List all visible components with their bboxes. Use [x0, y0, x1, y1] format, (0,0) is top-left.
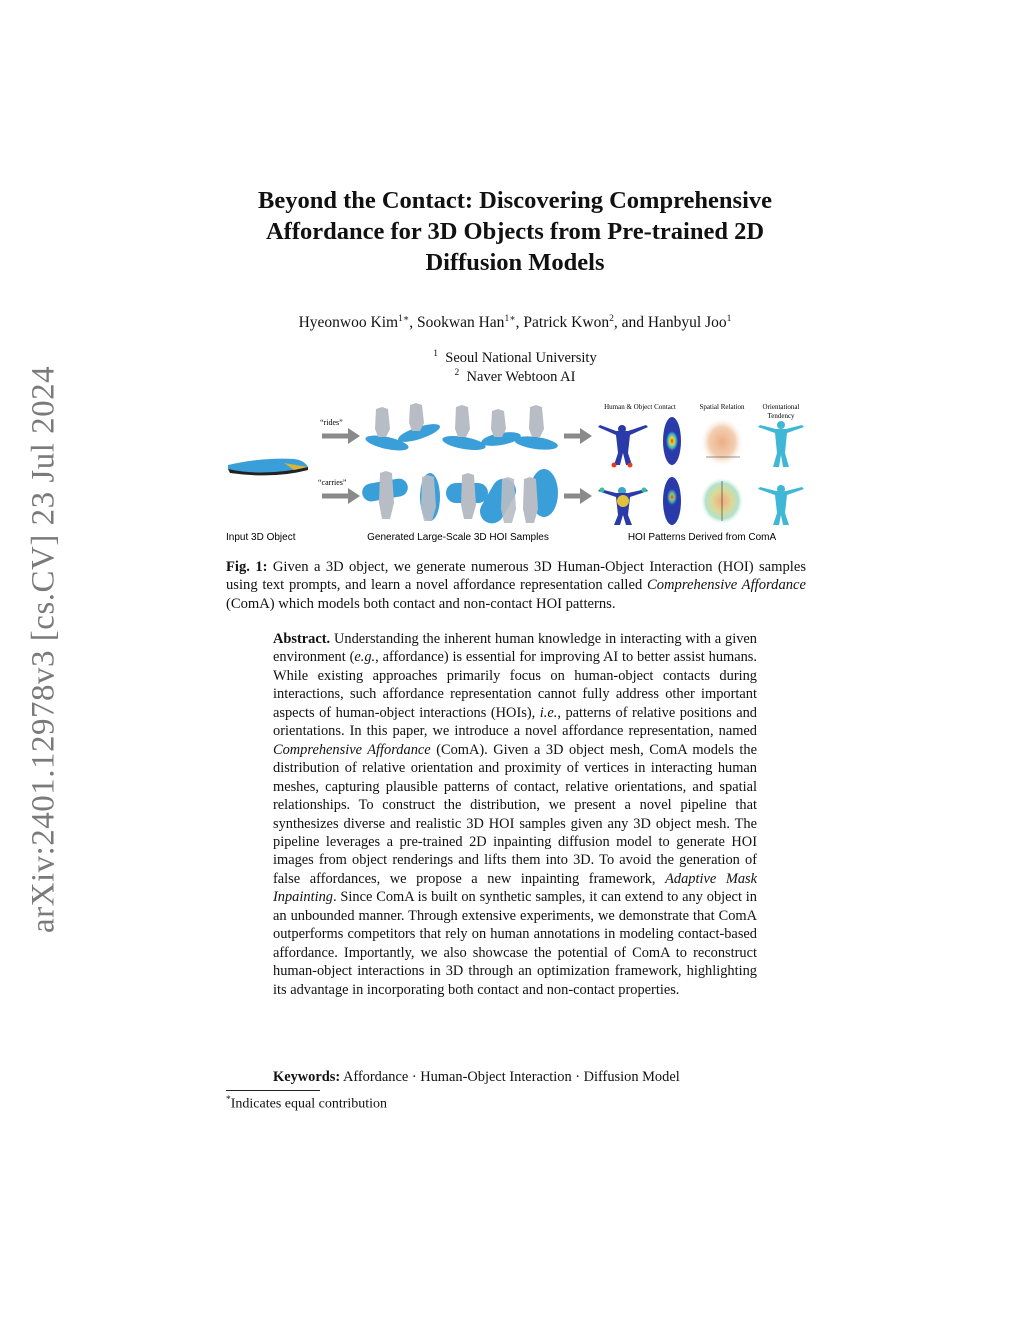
prompt-rides: “rides”: [320, 418, 343, 427]
board-contact-hotspot-bottom: [667, 489, 677, 505]
abstract-coma: Comprehensive Affordance: [273, 741, 431, 758]
keywords: [273, 1069, 757, 1086]
arxiv-identifier: arXiv:2401.12978v3 [cs.CV] 23 Jul 2024: [25, 365, 62, 934]
author-separator: , and: [613, 314, 648, 332]
col-header-orient-2: Tendency: [767, 412, 795, 420]
title-line-3: Diffusion Models: [425, 249, 605, 276]
riding-samples: [364, 403, 558, 453]
affiliation-1: [200, 349, 830, 367]
author-list: [200, 313, 830, 332]
paper-title: [200, 185, 830, 278]
abstract-ie: i.e.: [539, 704, 558, 721]
human-contact-mesh-bottom: [598, 487, 648, 525]
arrow-to-patterns-bottom: [564, 488, 592, 504]
author-affil-mark: 1∗: [398, 314, 410, 324]
label-hoi-patterns: HOI Patterns Derived from ComA: [627, 532, 777, 543]
author-affil-mark: 2: [609, 314, 614, 324]
caption-emphasis: Comprehensive Affordance: [646, 577, 806, 594]
caption-text-2: (ComA) which models both contact and non-contact HOI patterns.: [226, 595, 616, 612]
carrying-samples: [361, 469, 558, 528]
abstract: [273, 630, 757, 999]
human-contact-mesh-top: [598, 425, 648, 468]
orientation-mesh-bottom: [758, 485, 804, 525]
author-name: Hanbyul Joo: [647, 314, 727, 332]
prompt-carries: “carries”: [318, 478, 347, 487]
abstract-text-4: (ComA). Given a 3D object mesh, ComA models the distribution of relative orientation and proximity of vertices in interacting human meshes, capturing plausible patterns of contact, relative orientations, and spatial relationships. To construct the distribution, we present a novel pipeline that synthesizes diverse and realistic 3D HOI samples given any 3D object mesh. The pipeline leverages a pre-trained 2D inpainting diffusion model to generate HOI images from object renderings and lifts them into 3D. To avoid the generation of false affordances, we propose a new inpainting framework,: [273, 741, 757, 887]
keywords-text: Affordance · Human-Object Interaction · Diffusion Model: [342, 1069, 680, 1085]
footnote-text: Indicates equal contribution: [230, 1096, 388, 1112]
arrow-to-patterns-top: [564, 428, 592, 444]
col-header-contact: Human & Object Contact: [604, 403, 676, 411]
abstract-eg: e.g.: [354, 649, 376, 666]
footnote-rule: [226, 1090, 320, 1091]
col-header-spatial: Spatial Relation: [699, 403, 745, 411]
author-name: Patrick Kwon: [523, 314, 610, 332]
title-line-1: Beyond the Contact: Discovering Comprehensive: [257, 187, 772, 214]
board-contact-hotspot-top: [666, 431, 678, 451]
author-affil-mark: 1∗: [504, 314, 516, 324]
teaser-figure: [224, 397, 810, 545]
author-name: Hyeonwoo Kim: [298, 314, 399, 332]
footnote: [226, 1095, 387, 1113]
caption-label: Fig. 1:: [226, 559, 268, 575]
arrow-rides: [322, 428, 360, 444]
affiliation-mark: 2: [454, 368, 460, 378]
author-separator: ,: [515, 314, 524, 332]
abstract-text-2: , affordance) is essential for improving AI to better assist humans. While existing approaches primarily focus on human-object contacts during interactions, such affordance representation cannot fully address other important aspects of human-object interactions (HOIs),: [273, 649, 757, 721]
arrow-carries: [322, 488, 360, 504]
input-surfboard: [228, 459, 308, 476]
label-generated-samples: Generated Large-Scale 3D HOI Samples: [367, 532, 549, 543]
orientation-mesh-top: [758, 421, 804, 467]
spatial-relation-top: [700, 417, 744, 467]
author-affil-mark: 1: [726, 314, 732, 324]
title-line-2: Affordance for 3D Objects from Pre-trained 2D: [265, 218, 765, 245]
footnote-mark: *: [226, 1095, 231, 1105]
affiliation-mark: 1: [433, 349, 439, 359]
label-input-object: Input 3D Object: [226, 532, 296, 543]
abstract-ami: Adaptive Mask Inpainting: [273, 870, 757, 906]
abstract-text-1: Understanding the inherent human knowledge in interacting with a given environment (: [273, 631, 757, 666]
figure-caption: [226, 558, 806, 613]
caption-text-1: Given a 3D object, we generate numerous 3D Human-Object Interaction (HOI) samples using text prompts, and learn a novel affordance representation called: [226, 559, 806, 594]
abstract-text-5: . Since ComA is built on synthetic samples, it can extend to any object in an unbounded manner. Through extensive experiments, we demonstrate that ComA outperforms competitors that rely on human annotations in modeling contact-based affordance. Importantly, we also showcase the potential of ComA to reconstruct human-object interactions in 3D through an optimization framework, highlighting its advantage in incorporating both contact and non-contact properties.: [273, 889, 757, 998]
author-name: Sookwan Han: [417, 314, 505, 332]
abstract-label: Abstract.: [273, 631, 331, 647]
affiliation-2: [200, 368, 830, 386]
col-header-orient-1: Orientational: [762, 403, 800, 411]
author-separator: ,: [409, 314, 418, 332]
affiliation-name: Naver Webtoon AI: [466, 368, 576, 385]
abstract-text-3: , patterns of relative positions and orientations. In this paper, we introduce a novel affordance representation, named: [273, 704, 757, 740]
affiliation-name: Seoul National University: [445, 349, 597, 366]
keywords-label: Keywords:: [273, 1069, 341, 1085]
